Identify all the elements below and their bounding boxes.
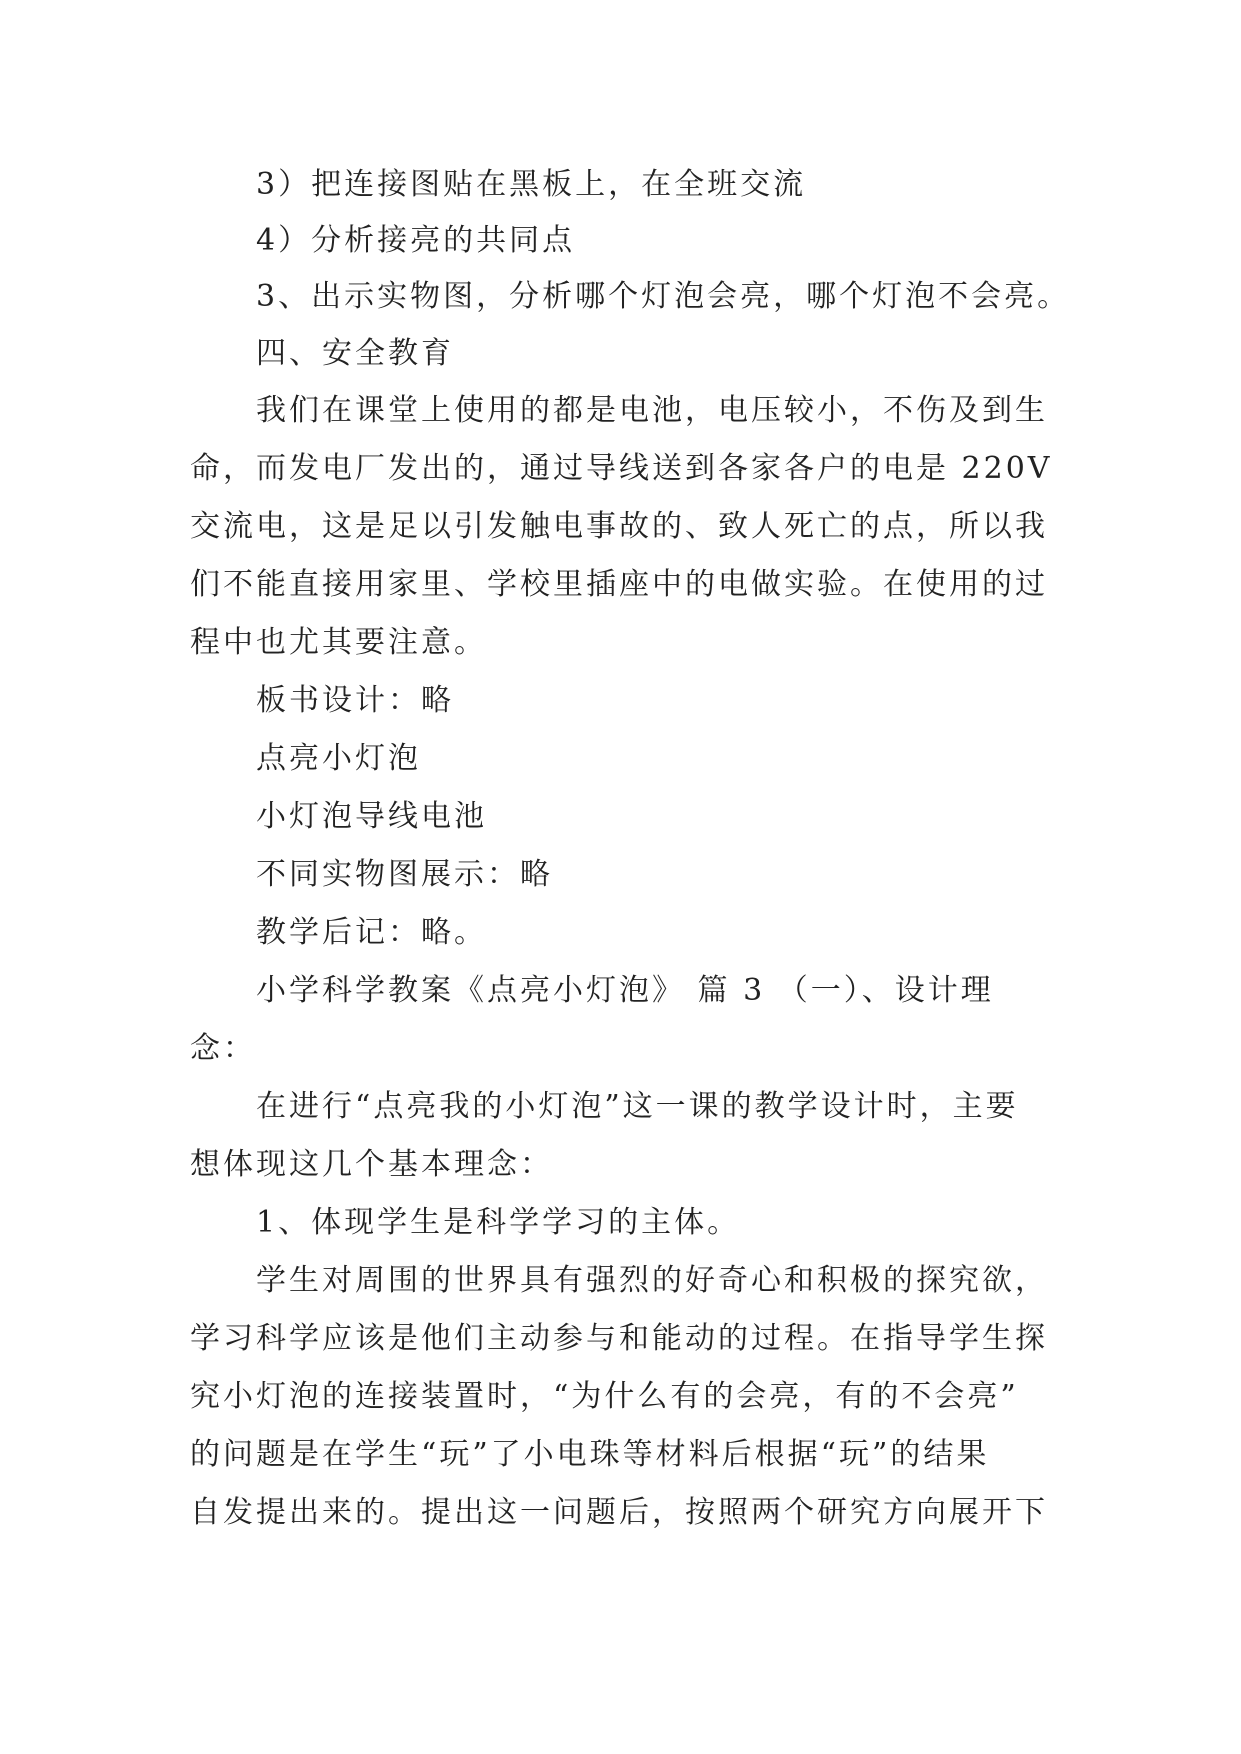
text-line: 交流电，这是足以引发触电事故的、致人死亡的点，所以我 (190, 509, 1048, 544)
text-line: 究小灯泡的连接装置时，“为什么有的会亮，有的不会亮” (190, 1379, 1019, 1414)
text-line: 们不能直接用家里、学校里插座中的电做实验。在使用的过 (190, 567, 1048, 602)
text-line: 3、出示实物图，分析哪个灯泡会亮，哪个灯泡不会亮。 (256, 279, 1071, 314)
text-line: 念： (190, 1031, 256, 1066)
text-line: 学习科学应该是他们主动参与和能动的过程。在指导学生探 (190, 1321, 1048, 1356)
text-line: 自发提出来的。提出这一问题后，按照两个研究方向展开下 (190, 1495, 1048, 1530)
text-line: 教学后记：略。 (256, 915, 487, 950)
text-line: 想体现这几个基本理念： (190, 1147, 553, 1182)
text-line: 学生对周围的世界具有强烈的好奇心和积极的探究欲， (256, 1263, 1048, 1298)
text-line: 1、体现学生是科学学习的主体。 (256, 1205, 741, 1240)
text-line: 我们在课堂上使用的都是电池，电压较小，不伤及到生 (256, 393, 1048, 428)
text-line: 点亮小灯泡 (256, 741, 421, 776)
section-heading: 四、安全教育 (256, 336, 454, 371)
text-line: 3）把连接图贴在黑板上，在全班交流 (256, 167, 807, 202)
text-line: 命，而发电厂发出的，通过导线送到各家各户的电是 220V (190, 451, 1053, 486)
text-line: 小灯泡导线电池 (256, 799, 487, 834)
text-line: 的问题是在学生“玩”了小电珠等材料后根据“玩”的结果 (190, 1437, 990, 1472)
text-line: 不同实物图展示：略 (256, 857, 553, 892)
text-line: 程中也尤其要注意。 (190, 625, 487, 660)
text-line: 在进行“点亮我的小灯泡”这一课的教学设计时，主要 (256, 1089, 1019, 1124)
text-line: 板书设计：略 (256, 683, 454, 718)
section-title: 小学科学教案《点亮小灯泡》 篇 3 （一）、设计理 (256, 973, 994, 1008)
text-line: 4）分析接亮的共同点 (256, 223, 576, 258)
